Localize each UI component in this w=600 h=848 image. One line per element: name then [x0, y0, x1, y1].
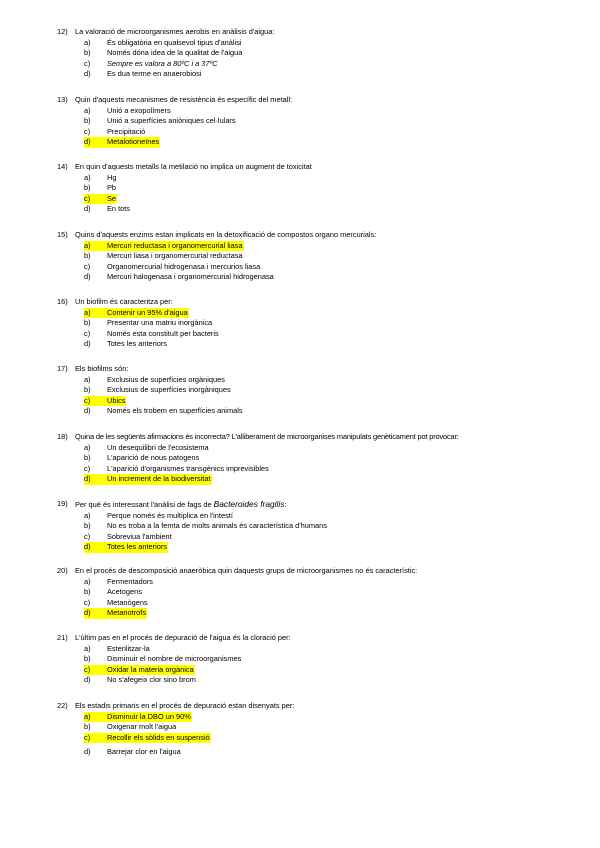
answer-option: [84, 532, 577, 543]
option-text: Només dóna idea de la qualitat de l'aigua: [107, 48, 243, 58]
answer-option: [84, 262, 577, 273]
option-letter: b): [84, 48, 91, 58]
answer-option-highlighted: [84, 396, 577, 407]
option-letter: c): [84, 194, 106, 205]
option-letter: a): [84, 643, 91, 653]
option-letter: c): [84, 463, 91, 473]
option-text: Esterilitzar-la: [107, 643, 150, 653]
question-number: 16): [57, 297, 68, 306]
option-text: Totes les anteriors: [107, 339, 167, 349]
question-18: [57, 432, 577, 485]
option-text: Sempre es valora a 80ºC i a 37ºC: [107, 58, 218, 68]
option-text: És obligatòria en qualsevol tipus d'anàlisi: [107, 37, 242, 47]
answer-option-highlighted: [84, 308, 577, 319]
answer-option: [84, 587, 577, 598]
answer-option: [84, 598, 577, 609]
answer-option-highlighted: [84, 542, 577, 553]
option-letter: a): [84, 37, 91, 47]
answer-option: [84, 511, 577, 522]
option-text: L'aparició d'organismes transgènics imprevisibles: [107, 463, 269, 473]
answer-option: [84, 339, 577, 350]
question-number: 13): [57, 95, 68, 104]
answer-option: [84, 251, 577, 262]
option-text: Disminuir el nombre de microorganismes: [107, 654, 242, 664]
answer-option: [84, 375, 577, 386]
answer-option: [84, 183, 577, 194]
option-text: Mercuri liasa i organomercurial reductasa: [107, 251, 243, 261]
question-text: Quina de les següents afirmacions és incorrecta? L'alliberament de microorganises manipulats genèticament pot provocar:: [75, 432, 459, 441]
option-letter: c): [84, 531, 91, 541]
question-13: [57, 95, 577, 148]
question-number: 15): [57, 230, 68, 239]
answer-option: [84, 69, 577, 80]
question-19: [57, 499, 577, 553]
answer-option-highlighted: [84, 194, 577, 205]
answer-option: [84, 644, 577, 655]
option-text: En tots: [107, 204, 131, 214]
option-letter: b): [84, 521, 91, 531]
option-text: Unió a superfícies aniòniques cel·lulars: [107, 116, 236, 126]
option-letter: b): [84, 587, 91, 597]
answer-option: [84, 443, 577, 454]
question-text: L'últim pas en el procés de depuració de l'aigua és la cloració per:: [75, 633, 291, 642]
option-letter: d): [84, 272, 91, 282]
option-text: Barrejar clor en l'aigua: [107, 747, 181, 757]
question-12: [57, 27, 577, 80]
question-text-italic: Bacteroides fragilis: [213, 499, 285, 509]
answer-option: [84, 577, 577, 588]
answer-option: [84, 385, 577, 396]
question-text: En quin d'aquests metalls la metilació no implica un augment de toxicitat: [75, 162, 312, 171]
answer-option: [84, 654, 577, 665]
question-number: 20): [57, 566, 68, 575]
answer-option-highlighted: [84, 241, 577, 252]
question-16: [57, 297, 577, 350]
question-text: La valoració de microorganismes aerobis en anàlisis d'aigua:: [75, 27, 275, 36]
option-text: Perque només és multiplica en l'intestí: [107, 510, 233, 520]
option-letter: d): [84, 608, 106, 619]
option-letter: d): [84, 137, 106, 148]
option-text: Metalotioneïnes: [107, 137, 160, 147]
option-text: Exclusius de superfícies inorgàniques: [107, 385, 231, 395]
question-14: [57, 162, 577, 215]
option-text: Només esta constituït per bacteris: [107, 328, 219, 338]
option-text: Metanògens: [107, 597, 148, 607]
answer-option: [84, 116, 577, 127]
option-text: Ubics: [107, 395, 126, 405]
option-text: Totes les anteriors: [107, 542, 167, 552]
answer-option: [84, 106, 577, 117]
option-letter: a): [84, 105, 91, 115]
option-text: Oxidar la materia orgànica: [107, 664, 194, 674]
option-letter: d): [84, 204, 91, 214]
answer-option: [84, 675, 577, 686]
question-number: 19): [57, 499, 68, 508]
option-letter: c): [84, 328, 91, 338]
option-text: Només els trobem en superfícies animals: [107, 406, 243, 416]
answer-option: [84, 272, 577, 283]
option-letter: a): [84, 241, 106, 252]
question-number: 12): [57, 27, 68, 36]
question-text: Un biofilm és caracteritza per:: [75, 297, 173, 306]
option-letter: a): [84, 712, 106, 723]
question-20: [57, 566, 577, 619]
question-text: En el procés de descomposició anaeròbica quin daquests grups de microorganismes no és característic:: [75, 566, 418, 575]
answer-option-highlighted: [84, 474, 577, 485]
answer-option: [84, 747, 577, 758]
option-letter: d): [84, 542, 106, 553]
answer-option: [84, 204, 577, 215]
question-number: 22): [57, 701, 68, 710]
option-text: Oxigenar molt l'aigua: [107, 722, 177, 732]
question-text: Els biofilms són:: [75, 364, 129, 373]
option-text: Precipitació: [107, 126, 146, 136]
option-text: Presentar una matriu inorgànica: [107, 318, 213, 328]
option-text: Pb: [107, 183, 117, 193]
question-text-end: :: [284, 500, 287, 509]
option-text: Contenir un 95% d'aigua: [107, 307, 188, 317]
question-number: 17): [57, 364, 68, 373]
option-text: Es dua terme en anaerobiosi: [107, 69, 202, 79]
question-17: [57, 364, 577, 417]
answer-option: [84, 59, 577, 70]
answer-option: [84, 48, 577, 59]
option-text: Se: [107, 193, 117, 203]
option-letter: b): [84, 116, 91, 126]
option-letter: d): [84, 406, 91, 416]
question-22: [57, 701, 577, 758]
question-21: [57, 633, 577, 686]
option-text: Acetogens: [107, 587, 142, 597]
option-letter: c): [84, 396, 106, 407]
option-letter: a): [84, 172, 91, 182]
answer-option: [84, 38, 577, 49]
answer-option: [84, 329, 577, 340]
question-text: Per què és interessant l'anàlisi de fags de: [75, 500, 212, 509]
answer-option-highlighted: [84, 608, 577, 619]
option-text: Mercuri reductasa i organomercurial liasa: [107, 240, 243, 250]
question-text: Quins d'aquests enzims estan implicats en la detoxificació de compostos organo mercurials:: [75, 230, 377, 239]
option-text: Hg: [107, 172, 117, 182]
option-letter: d): [84, 339, 91, 349]
option-letter: d): [84, 474, 106, 485]
question-text: Els estadis primaris en el procés de depuració estan disenyats per:: [75, 701, 295, 710]
question-number: 18): [57, 432, 68, 441]
option-letter: a): [84, 576, 91, 586]
option-letter: a): [84, 308, 106, 319]
option-text: Disminuir la DBO un 90%: [107, 711, 191, 721]
option-text: Exclusius de superfícies orgàniques: [107, 374, 225, 384]
option-text: L'aparició de nous patogens: [107, 453, 200, 463]
option-letter: c): [84, 597, 91, 607]
option-text: Un increment de la biodiversitat: [107, 474, 211, 484]
option-text: Mercuri halogenasa i organomercurial hidrogenasa: [107, 272, 274, 282]
option-letter: c): [84, 126, 91, 136]
option-letter: b): [84, 453, 91, 463]
option-letter: d): [84, 675, 91, 685]
option-letter: c): [84, 58, 91, 68]
answer-option-highlighted: [84, 665, 577, 676]
option-letter: c): [84, 261, 91, 271]
answer-option: [84, 722, 577, 733]
option-text: Metanotrofs: [107, 608, 147, 618]
option-text: No s'afegeix clor sino brom: [107, 675, 196, 685]
question-text: Quin d'aquests mecanismes de resistència és específic del metall:: [75, 95, 293, 104]
option-letter: a): [84, 374, 91, 384]
option-letter: b): [84, 251, 91, 261]
answer-option: [84, 406, 577, 417]
option-letter: c): [84, 665, 106, 676]
answer-option-highlighted: [84, 712, 577, 723]
answer-option: [84, 173, 577, 184]
option-text: Un desequilibri de l'ecosistema: [107, 442, 209, 452]
option-text: Fermentadors: [107, 576, 154, 586]
option-text: Sobreviua l'ambient: [107, 531, 172, 541]
option-text: No es troba a la femta de molts animals és característica d'humans: [107, 521, 327, 531]
option-letter: b): [84, 318, 91, 328]
question-number: 14): [57, 162, 68, 171]
option-letter: a): [84, 442, 91, 452]
option-letter: b): [84, 183, 91, 193]
option-letter: b): [84, 385, 91, 395]
option-letter: a): [84, 510, 91, 520]
option-letter: b): [84, 722, 91, 732]
answer-option: [84, 521, 577, 532]
answer-option-highlighted: [84, 137, 577, 148]
option-text: Organomercurial hidrogenasa i mercurios liasa: [107, 261, 261, 271]
answer-option: [84, 127, 577, 138]
answer-option-highlighted: [84, 733, 577, 744]
question-number: 21): [57, 633, 68, 642]
option-letter: b): [84, 654, 91, 664]
option-text: Recollir els sòlids en suspensió: [107, 732, 210, 742]
question-15: [57, 230, 577, 283]
answer-option: [84, 453, 577, 464]
option-letter: d): [84, 747, 91, 757]
option-text: Unió a exopolímers: [107, 105, 171, 115]
option-letter: c): [84, 733, 106, 744]
answer-option: [84, 464, 577, 475]
option-letter: d): [84, 69, 91, 79]
answer-option: [84, 318, 577, 329]
